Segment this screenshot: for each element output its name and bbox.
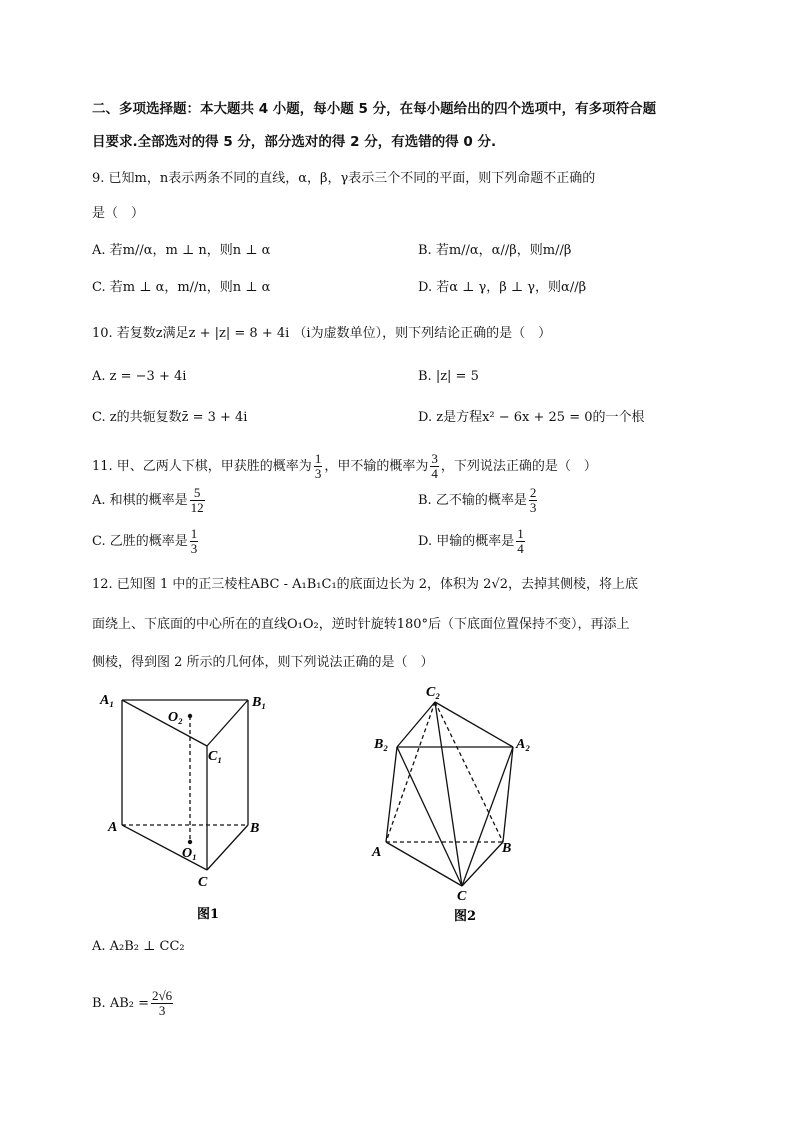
- section-header-line2: 目要求.全部选对的得 5 分，部分选对的得 2 分，有选错的得 0 分.: [92, 134, 497, 150]
- label-o1: O₁: [182, 846, 197, 861]
- q9-option-c: C. 若m ⊥ α，m//n，则n ⊥ α: [92, 280, 271, 295]
- label-b2: B₂: [374, 737, 389, 752]
- q9-stem-line1: 9. 已知m，n表示两条不同的直线，α，β，γ表示三个不同的平面，则下列命题不正确的: [92, 171, 596, 186]
- q11-stem-part-b: ，甲不输的概率为: [324, 459, 429, 474]
- label-o2: O₂: [168, 710, 183, 725]
- q12-stem-line1: 12. 已知图 1 中的正三棱柱ABC - A₁B₁C₁的底面边长为 2，体积为 2√2，去掉其侧棱，将上底: [92, 577, 639, 592]
- label-a1: A₁: [100, 693, 115, 708]
- q12-stem-line2: 面绕上、下底面的中心所在的直线O₁O₂，逆时针旋转180°后（下底面位置保持不变），再添上: [92, 617, 630, 632]
- label-a: A: [108, 820, 118, 835]
- q11-stem-part-a: 11. 甲、乙两人下棋，甲获胜的概率为: [92, 459, 312, 474]
- q11-option-b: B. 乙不输的概率是 $\frac{2}{3}$: [418, 485, 537, 515]
- q11-fraction-not-lose: $\frac{3}{4}$: [431, 451, 438, 481]
- figure2-caption: 图2: [454, 909, 477, 924]
- q9-option-b: B. 若m//α，α//β，则m//β: [418, 243, 572, 258]
- q11-stem-part-c: ，下列说法正确的是（ ）: [440, 459, 597, 474]
- q11-option-a: A. 和棋的概率是 $\frac{5}{12}$: [92, 485, 204, 515]
- q12-stem-line3: 侧棱，得到图 2 所示的几何体，则下列说法正确的是（ ）: [92, 655, 434, 670]
- label-b: B: [250, 821, 260, 836]
- figure1-prism-diagram: [90, 680, 290, 930]
- label-b: B: [502, 841, 512, 856]
- label-c2: C₂: [426, 685, 441, 700]
- section-header-line1: 二、多项选择题：本大题共 4 小题，每小题 5 分，在每小题给出的四个选项中，有多项符合题: [92, 101, 657, 117]
- q9-stem-line2: 是（ ）: [92, 206, 145, 221]
- edge-ac: [386, 842, 462, 886]
- q11-option-c: C. 乙胜的概率是 $\frac{1}{3}$: [92, 526, 198, 556]
- q10-option-c: C. z的共轭复数z̄ = 3 + 4i: [92, 410, 248, 425]
- q10-option-d: D. z是方程x² − 6x + 25 = 0的一个根: [418, 410, 645, 425]
- figure1-caption: 图1: [197, 907, 220, 922]
- label-a: A: [372, 845, 382, 860]
- q10-option-b: B. |z| = 5: [418, 369, 479, 384]
- label-c1: C₁: [208, 749, 223, 764]
- edge-c2b2: [397, 702, 435, 747]
- edge-bc: [462, 842, 503, 886]
- edge-c2a2: [435, 702, 513, 747]
- edge-c2a-hidden: [386, 702, 435, 842]
- label-b1: B₁: [252, 695, 267, 710]
- point-o1: [188, 840, 192, 844]
- q9-option-d: D. 若α ⊥ γ，β ⊥ γ，则α//β: [418, 280, 587, 295]
- q11-option-d: D. 甲输的概率是 $\frac{1}{4}$: [418, 526, 524, 556]
- label-c: C: [457, 889, 467, 904]
- q12-option-a: A. A₂B₂ ⊥ CC₂: [92, 939, 185, 954]
- q10-stem: 10. 若复数z满足z + |z| = 8 + 4i （i为虚数单位），则下列结论正确的是（ ）: [92, 326, 552, 341]
- q11-stem: [92, 450, 597, 484]
- figure2-antiprism-diagram: [360, 680, 570, 930]
- edge-b1c1: [207, 700, 248, 746]
- edge-bc: [207, 825, 248, 870]
- q11-fraction-win: $\frac{1}{3}$: [314, 451, 322, 481]
- label-a2: A₂: [516, 737, 531, 752]
- q9-option-a: A. 若m//α，m ⊥ n，则n ⊥ α: [92, 243, 271, 258]
- label-c: C: [198, 875, 208, 890]
- edge-a1c1: [122, 700, 207, 746]
- point-o2: [188, 714, 192, 718]
- q10-option-a: A. z = −3 + 4i: [92, 369, 187, 384]
- q12-option-b: B. AB₂ = $\frac{2√6}{3}$: [92, 988, 173, 1018]
